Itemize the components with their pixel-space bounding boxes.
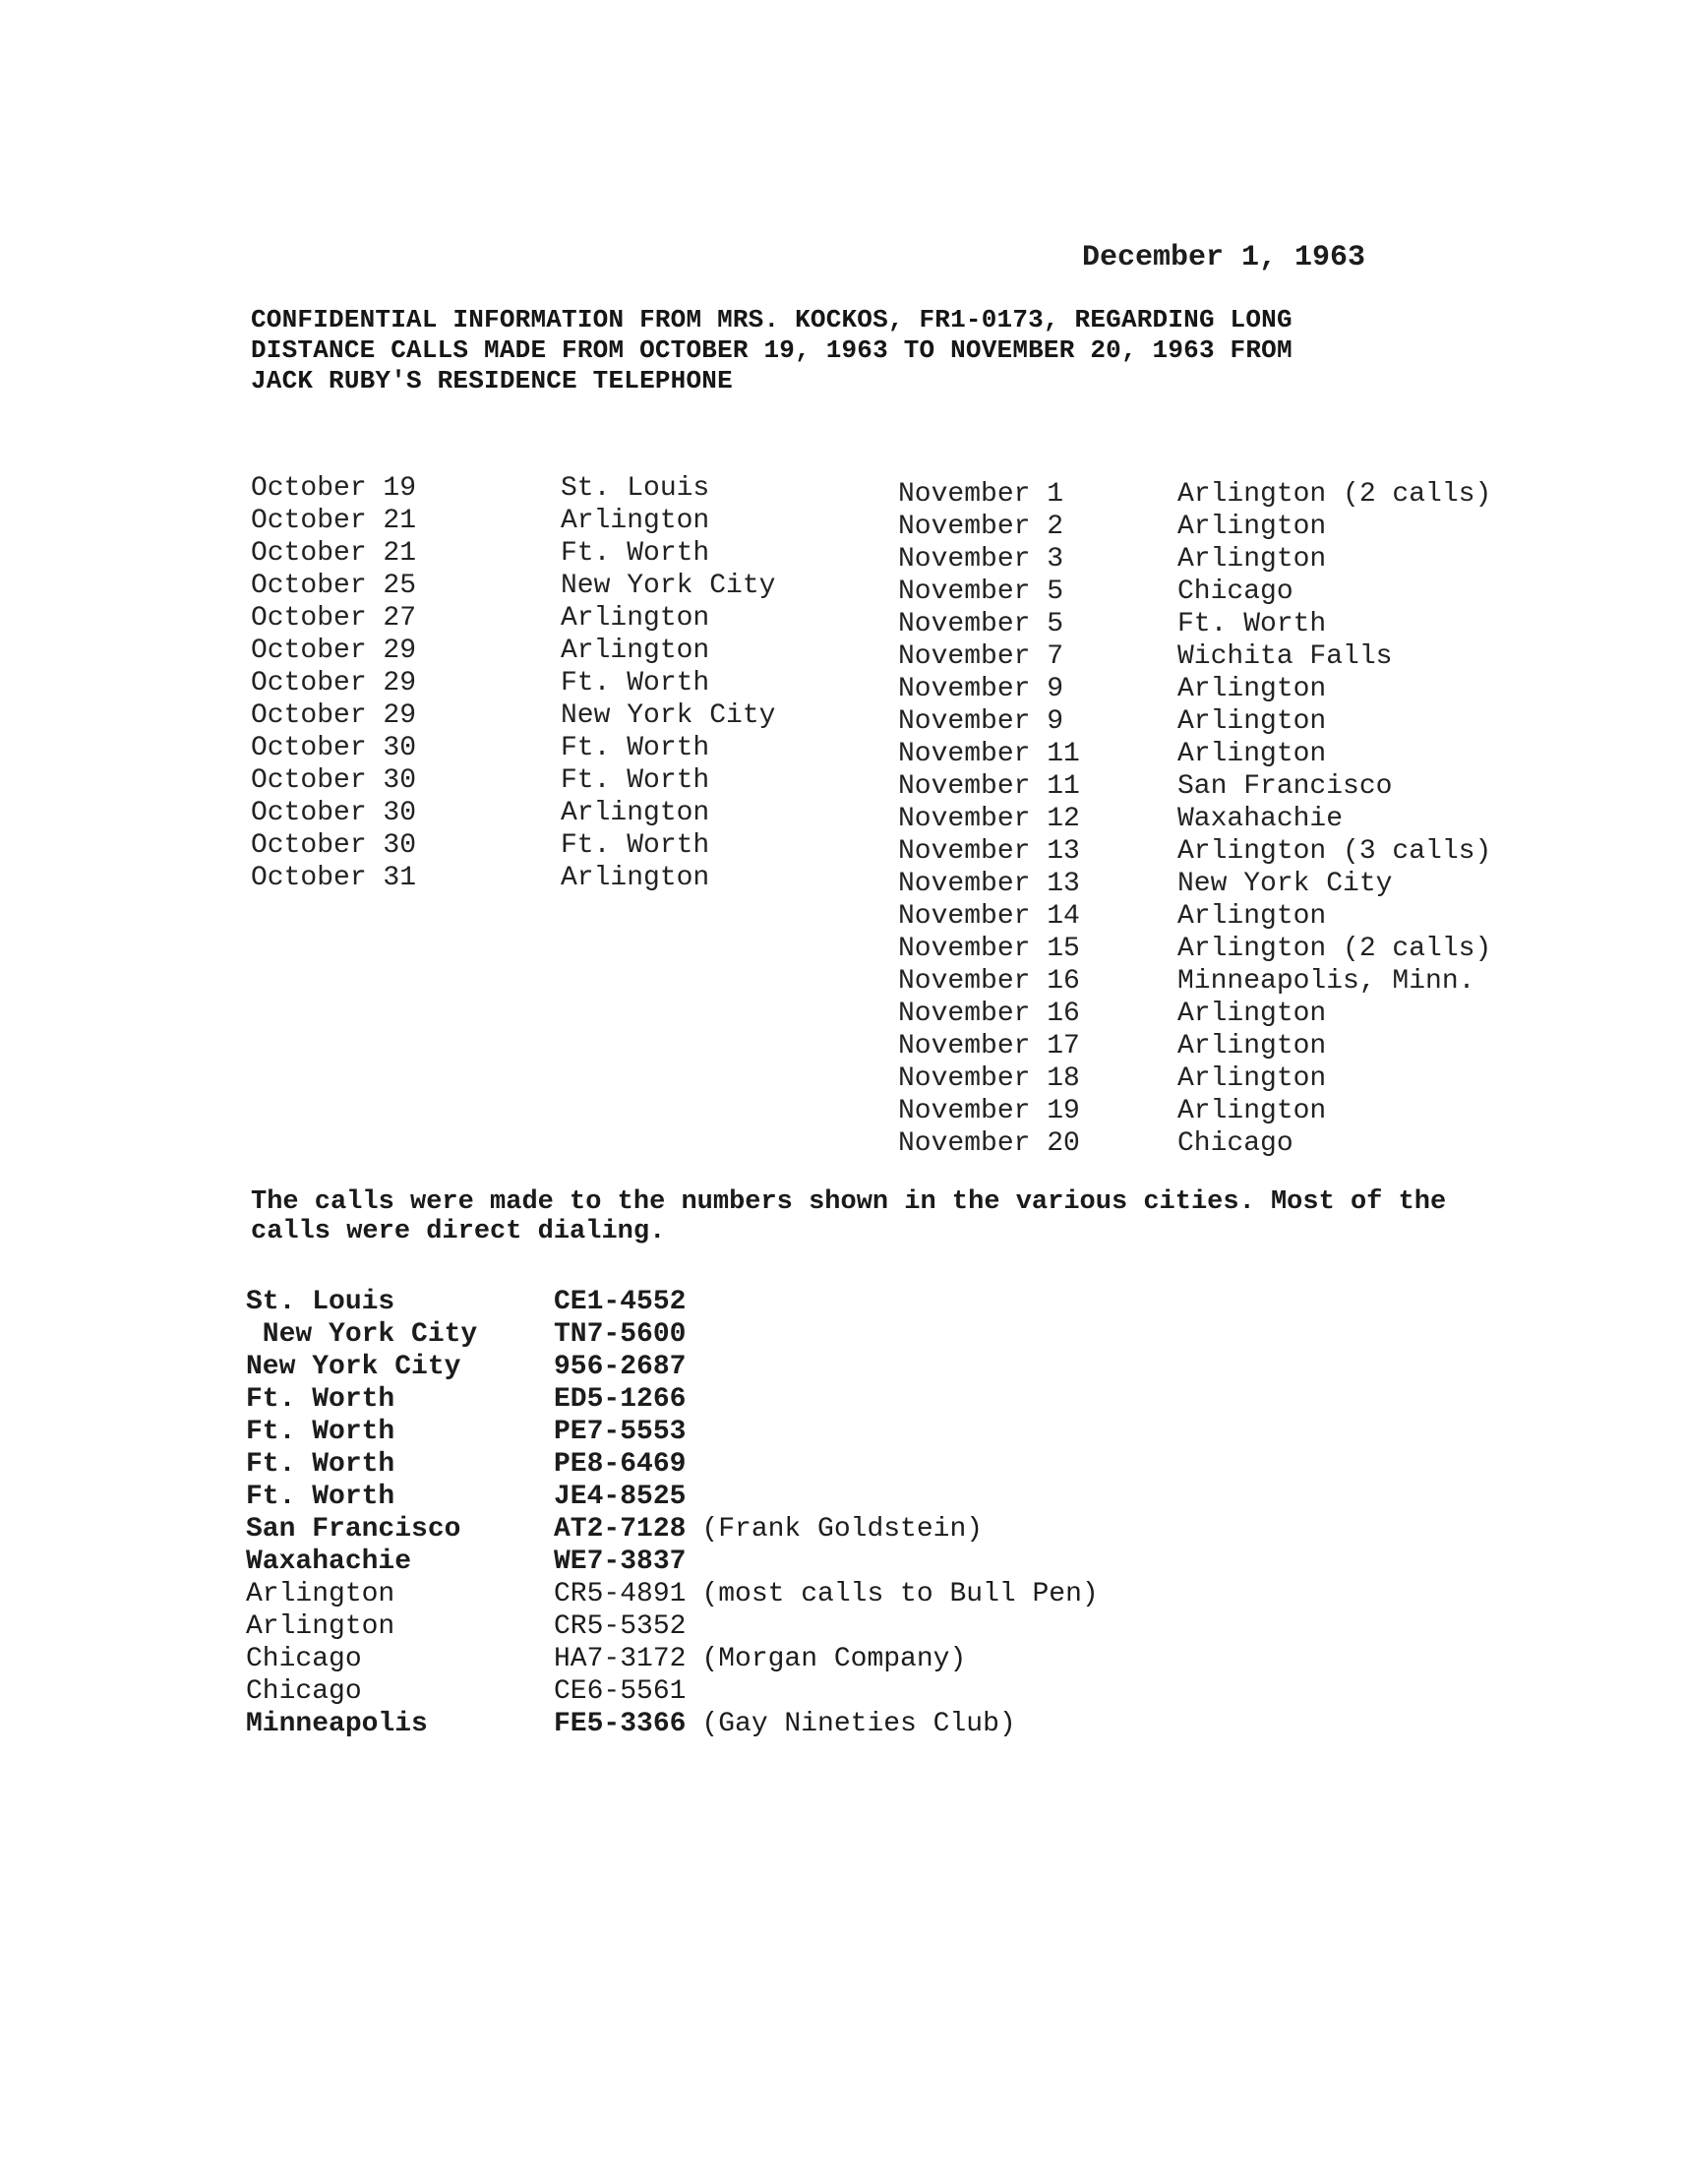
call-city: Arlington	[561, 506, 710, 536]
call-city: Arlington	[1177, 901, 1327, 932]
call-city: Ft. Worth	[1177, 609, 1327, 639]
phone-number: ED5-1266	[554, 1384, 687, 1415]
call-city: Arlington	[1177, 999, 1327, 1029]
call-date: October 25	[251, 571, 417, 601]
list-item	[251, 635, 775, 667]
list-item	[251, 797, 775, 829]
phone-number: 956-2687	[554, 1352, 687, 1382]
list-item	[251, 602, 775, 635]
call-city: Arlington (2 calls)	[1177, 479, 1492, 510]
list-item	[251, 667, 775, 699]
list-item	[898, 835, 1491, 868]
list-item	[246, 1675, 1099, 1708]
call-date: November 13	[898, 869, 1080, 899]
list-item	[251, 732, 775, 764]
call-date: October 21	[251, 506, 417, 536]
call-city: Chicago	[1177, 1128, 1293, 1159]
list-item	[251, 472, 775, 505]
call-date: October 29	[251, 700, 417, 731]
call-date: October 29	[251, 668, 417, 698]
phone-number: CE1-4552	[554, 1287, 687, 1317]
list-item	[898, 673, 1491, 705]
call-city: Arlington	[1177, 512, 1327, 542]
call-city: New York City	[561, 700, 776, 731]
call-city: Minneapolis, Minn.	[1177, 966, 1475, 997]
phone-number: HA7-3172	[554, 1644, 687, 1674]
list-item	[898, 1030, 1491, 1062]
number-city: New York City	[246, 1352, 461, 1382]
number-note: (Frank Goldstein)	[701, 1514, 984, 1545]
call-city: Arlington (3 calls)	[1177, 836, 1492, 867]
november-calls-list	[898, 478, 1491, 1160]
list-item	[246, 1513, 1099, 1546]
list-item	[898, 640, 1491, 673]
phone-number: CE6-5561	[554, 1676, 687, 1707]
call-city: Arlington	[561, 863, 710, 893]
call-date: October 29	[251, 636, 417, 666]
list-item	[898, 803, 1491, 835]
document-date: December 1, 1963	[1082, 241, 1366, 274]
call-date: October 19	[251, 473, 417, 504]
call-city: St. Louis	[561, 473, 710, 504]
call-date: November 9	[898, 706, 1064, 737]
list-item	[251, 699, 775, 732]
call-city: Arlington	[1177, 1063, 1327, 1094]
list-item	[898, 576, 1491, 608]
list-item	[246, 1286, 1099, 1318]
phone-number: WE7-3837	[554, 1547, 687, 1577]
phone-number: PE7-5553	[554, 1417, 687, 1447]
list-item	[898, 770, 1491, 803]
list-item	[246, 1351, 1099, 1383]
list-item	[898, 705, 1491, 738]
call-city: Arlington	[1177, 739, 1327, 769]
call-city: Ft. Worth	[561, 830, 710, 861]
call-date: November 1	[898, 479, 1064, 510]
call-city: Arlington	[1177, 1031, 1327, 1062]
list-item	[898, 608, 1491, 640]
call-date: November 3	[898, 544, 1064, 575]
call-city: Arlington	[561, 636, 710, 666]
call-city: New York City	[561, 571, 776, 601]
list-item	[898, 1095, 1491, 1127]
heading-line: DISTANCE CALLS MADE FROM OCTOBER 19, 1963 TO NOVEMBER 20, 1963 FROM	[251, 335, 1293, 365]
number-note: (Morgan Company)	[701, 1644, 967, 1674]
call-date: October 27	[251, 603, 417, 634]
list-item	[246, 1578, 1099, 1610]
call-date: November 9	[898, 674, 1064, 704]
list-item	[251, 862, 775, 894]
heading-line: JACK RUBY'S RESIDENCE TELEPHONE	[251, 366, 733, 395]
call-city: Arlington (2 calls)	[1177, 934, 1492, 964]
phone-number: JE4-8525	[554, 1482, 687, 1512]
call-date: November 14	[898, 901, 1080, 932]
phone-number: CR5-5352	[554, 1611, 687, 1642]
call-city: Arlington	[561, 603, 710, 634]
call-city: Waxahachie	[1177, 804, 1344, 834]
number-city: Arlington	[246, 1611, 395, 1642]
call-city: San Francisco	[1177, 771, 1393, 802]
call-date: November 5	[898, 609, 1064, 639]
heading-line: CONFIDENTIAL INFORMATION FROM MRS. KOCKOS, FR1-0173, REGARDING LONG	[251, 305, 1293, 334]
call-city: Wichita Falls	[1177, 641, 1393, 672]
call-date: November 5	[898, 576, 1064, 607]
call-city: Chicago	[1177, 576, 1293, 607]
call-date: November 19	[898, 1096, 1080, 1126]
call-date: November 20	[898, 1128, 1080, 1159]
number-note: (Gay Nineties Club)	[701, 1709, 1016, 1739]
list-item	[246, 1318, 1099, 1351]
phone-number: TN7-5600	[554, 1319, 687, 1350]
number-city: St. Louis	[246, 1287, 395, 1317]
call-date: November 7	[898, 641, 1064, 672]
call-date: November 18	[898, 1063, 1080, 1094]
call-city: New York City	[1177, 869, 1393, 899]
call-date: October 21	[251, 538, 417, 569]
note-line: calls were direct dialing.	[251, 1217, 666, 1246]
call-city: Arlington	[1177, 674, 1327, 704]
number-city: Ft. Worth	[246, 1482, 395, 1512]
phone-numbers-list	[246, 1286, 1099, 1740]
call-date: October 30	[251, 765, 417, 796]
october-calls-list	[251, 472, 775, 894]
list-item	[246, 1546, 1099, 1578]
list-item	[898, 511, 1491, 543]
call-date: November 12	[898, 804, 1080, 834]
list-item	[898, 998, 1491, 1030]
call-date: November 17	[898, 1031, 1080, 1062]
call-city: Ft. Worth	[561, 668, 710, 698]
number-city: Ft. Worth	[246, 1449, 395, 1480]
list-item	[898, 933, 1491, 965]
call-city: Ft. Worth	[561, 733, 710, 763]
list-item	[251, 829, 775, 862]
number-city: Minneapolis	[246, 1709, 428, 1739]
call-city: Arlington	[561, 798, 710, 828]
note-line: The calls were made to the numbers shown in the various cities. Most of the	[251, 1187, 1447, 1217]
list-item	[898, 478, 1491, 511]
call-date: November 2	[898, 512, 1064, 542]
list-item	[251, 570, 775, 602]
list-item	[898, 900, 1491, 933]
phone-number: PE8-6469	[554, 1449, 687, 1480]
list-item	[251, 505, 775, 537]
call-city: Ft. Worth	[561, 538, 710, 569]
list-item	[898, 1062, 1491, 1095]
call-date: October 30	[251, 733, 417, 763]
call-city: Arlington	[1177, 1096, 1327, 1126]
list-item	[246, 1708, 1099, 1740]
number-city: New York City	[246, 1319, 478, 1350]
call-date: October 31	[251, 863, 417, 893]
document-heading	[251, 305, 1412, 396]
phone-number: AT2-7128	[554, 1514, 687, 1545]
call-date: November 16	[898, 966, 1080, 997]
number-city: San Francisco	[246, 1514, 461, 1545]
number-city: Chicago	[246, 1644, 362, 1674]
phone-number: FE5-3366	[554, 1709, 687, 1739]
list-item	[898, 965, 1491, 998]
call-city: Arlington	[1177, 706, 1327, 737]
list-item	[898, 868, 1491, 900]
list-item	[246, 1416, 1099, 1448]
number-city: Ft. Worth	[246, 1384, 395, 1415]
call-date: November 11	[898, 771, 1080, 802]
call-date: November 13	[898, 836, 1080, 867]
call-city: Arlington	[1177, 544, 1327, 575]
call-city: Ft. Worth	[561, 765, 710, 796]
list-item	[246, 1643, 1099, 1675]
list-item	[898, 1127, 1491, 1160]
number-city: Ft. Worth	[246, 1417, 395, 1447]
call-date: November 15	[898, 934, 1080, 964]
list-item	[246, 1481, 1099, 1513]
number-city: Waxahachie	[246, 1547, 412, 1577]
list-item	[251, 537, 775, 570]
list-item	[246, 1610, 1099, 1643]
list-item	[898, 543, 1491, 576]
number-note: (most calls to Bull Pen)	[701, 1579, 1099, 1609]
number-city: Arlington	[246, 1579, 395, 1609]
call-date: October 30	[251, 830, 417, 861]
list-item	[246, 1448, 1099, 1481]
phone-number: CR5-4891	[554, 1579, 687, 1609]
call-date: November 16	[898, 999, 1080, 1029]
number-city: Chicago	[246, 1676, 362, 1707]
list-item	[898, 738, 1491, 770]
list-item	[246, 1383, 1099, 1416]
call-date: November 11	[898, 739, 1080, 769]
calls-note	[251, 1187, 1530, 1246]
list-item	[251, 764, 775, 797]
call-date: October 30	[251, 798, 417, 828]
